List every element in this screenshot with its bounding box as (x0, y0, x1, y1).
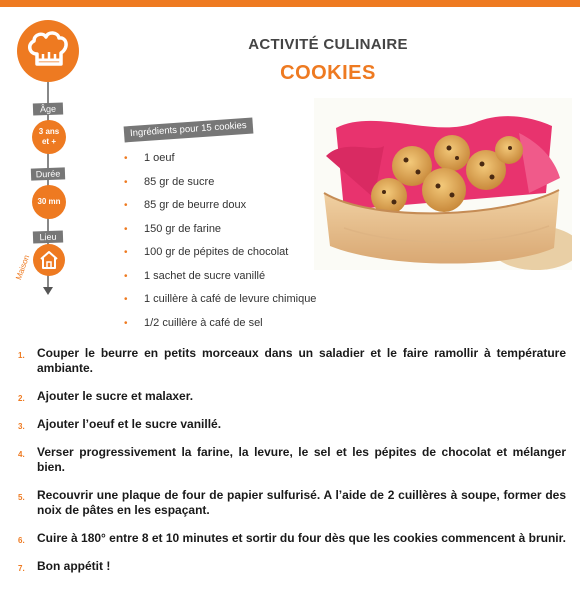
bullet-icon: • (124, 247, 128, 258)
bullet-icon: • (124, 153, 128, 164)
steps-list (18, 346, 566, 574)
age-label: Âge (33, 102, 63, 115)
house-icon (33, 244, 65, 276)
step-item: 2. Ajouter le sucre et malaxer. (18, 389, 194, 403)
bullet-icon: • (124, 317, 128, 329)
place-value: Maison (14, 253, 32, 282)
cookies-photo (314, 98, 572, 270)
ingredients-title: Ingrédients pour 15 cookies (124, 118, 254, 143)
activity-title: ACTIVITÉ CULINAIRE (248, 36, 408, 53)
duration-badge (32, 185, 66, 219)
bullet-icon: • (124, 176, 128, 188)
step-item: 3. Ajouter l’oeuf et le sucre vanillé. (18, 417, 222, 431)
step-item: 1. Couper le beurre en petits morceaux dans un saladier et le faire ramollir à température ambiante. (18, 346, 566, 375)
recipe-title: COOKIES (280, 62, 376, 84)
age-value-line2: et + (41, 137, 56, 146)
place-badge (33, 244, 65, 276)
ingredient-item: • 1/2 cuillère à café de sel (124, 316, 263, 329)
bullet-icon: • (124, 294, 128, 305)
bullet-icon: • (124, 200, 128, 211)
step-item: 7. Bon appétit ! (18, 559, 111, 573)
top-accent-bar (0, 0, 580, 7)
bullet-icon: • (124, 223, 128, 235)
bullet-icon: • (124, 270, 128, 282)
ingredient-item: • 1 sachet de sucre vanillé (124, 269, 266, 282)
step-item: 6. Cuire à 180° entre 8 et 10 minutes et sortir du four dès que les cookies commencent à brunir. (18, 531, 566, 545)
ingredients-list (124, 152, 316, 340)
ingredient-item: • 100 gr de pépites de chocolat (124, 246, 289, 258)
ingredient-item: • 1 oeuf (124, 152, 175, 164)
ingredient-item: • 85 gr de beurre doux (124, 199, 247, 211)
arrow-down-icon (43, 287, 53, 295)
place-label: Lieu (33, 230, 63, 243)
ingredient-item: • 150 gr de farine (124, 222, 222, 235)
duration-value: 30 mn (37, 197, 61, 206)
ingredient-item: • 1 cuillère à café de levure chimique (124, 293, 317, 305)
age-badge (32, 120, 66, 154)
age-value-line1: 3 ans (38, 127, 60, 136)
duration-label: Durée (31, 167, 65, 180)
step-item: 5. Recouvrir une plaque de four de papier sulfurisé. A l’aide de 2 cuillères à soupe, former des noix de pâtes en les espaçant. (18, 488, 566, 517)
step-item: 4. Verser progressivement la farine, la levure, le sel et les pépites de chocolat et mélanger bien. (18, 445, 566, 474)
ingredient-item: • 85 gr de sucre (124, 175, 215, 188)
